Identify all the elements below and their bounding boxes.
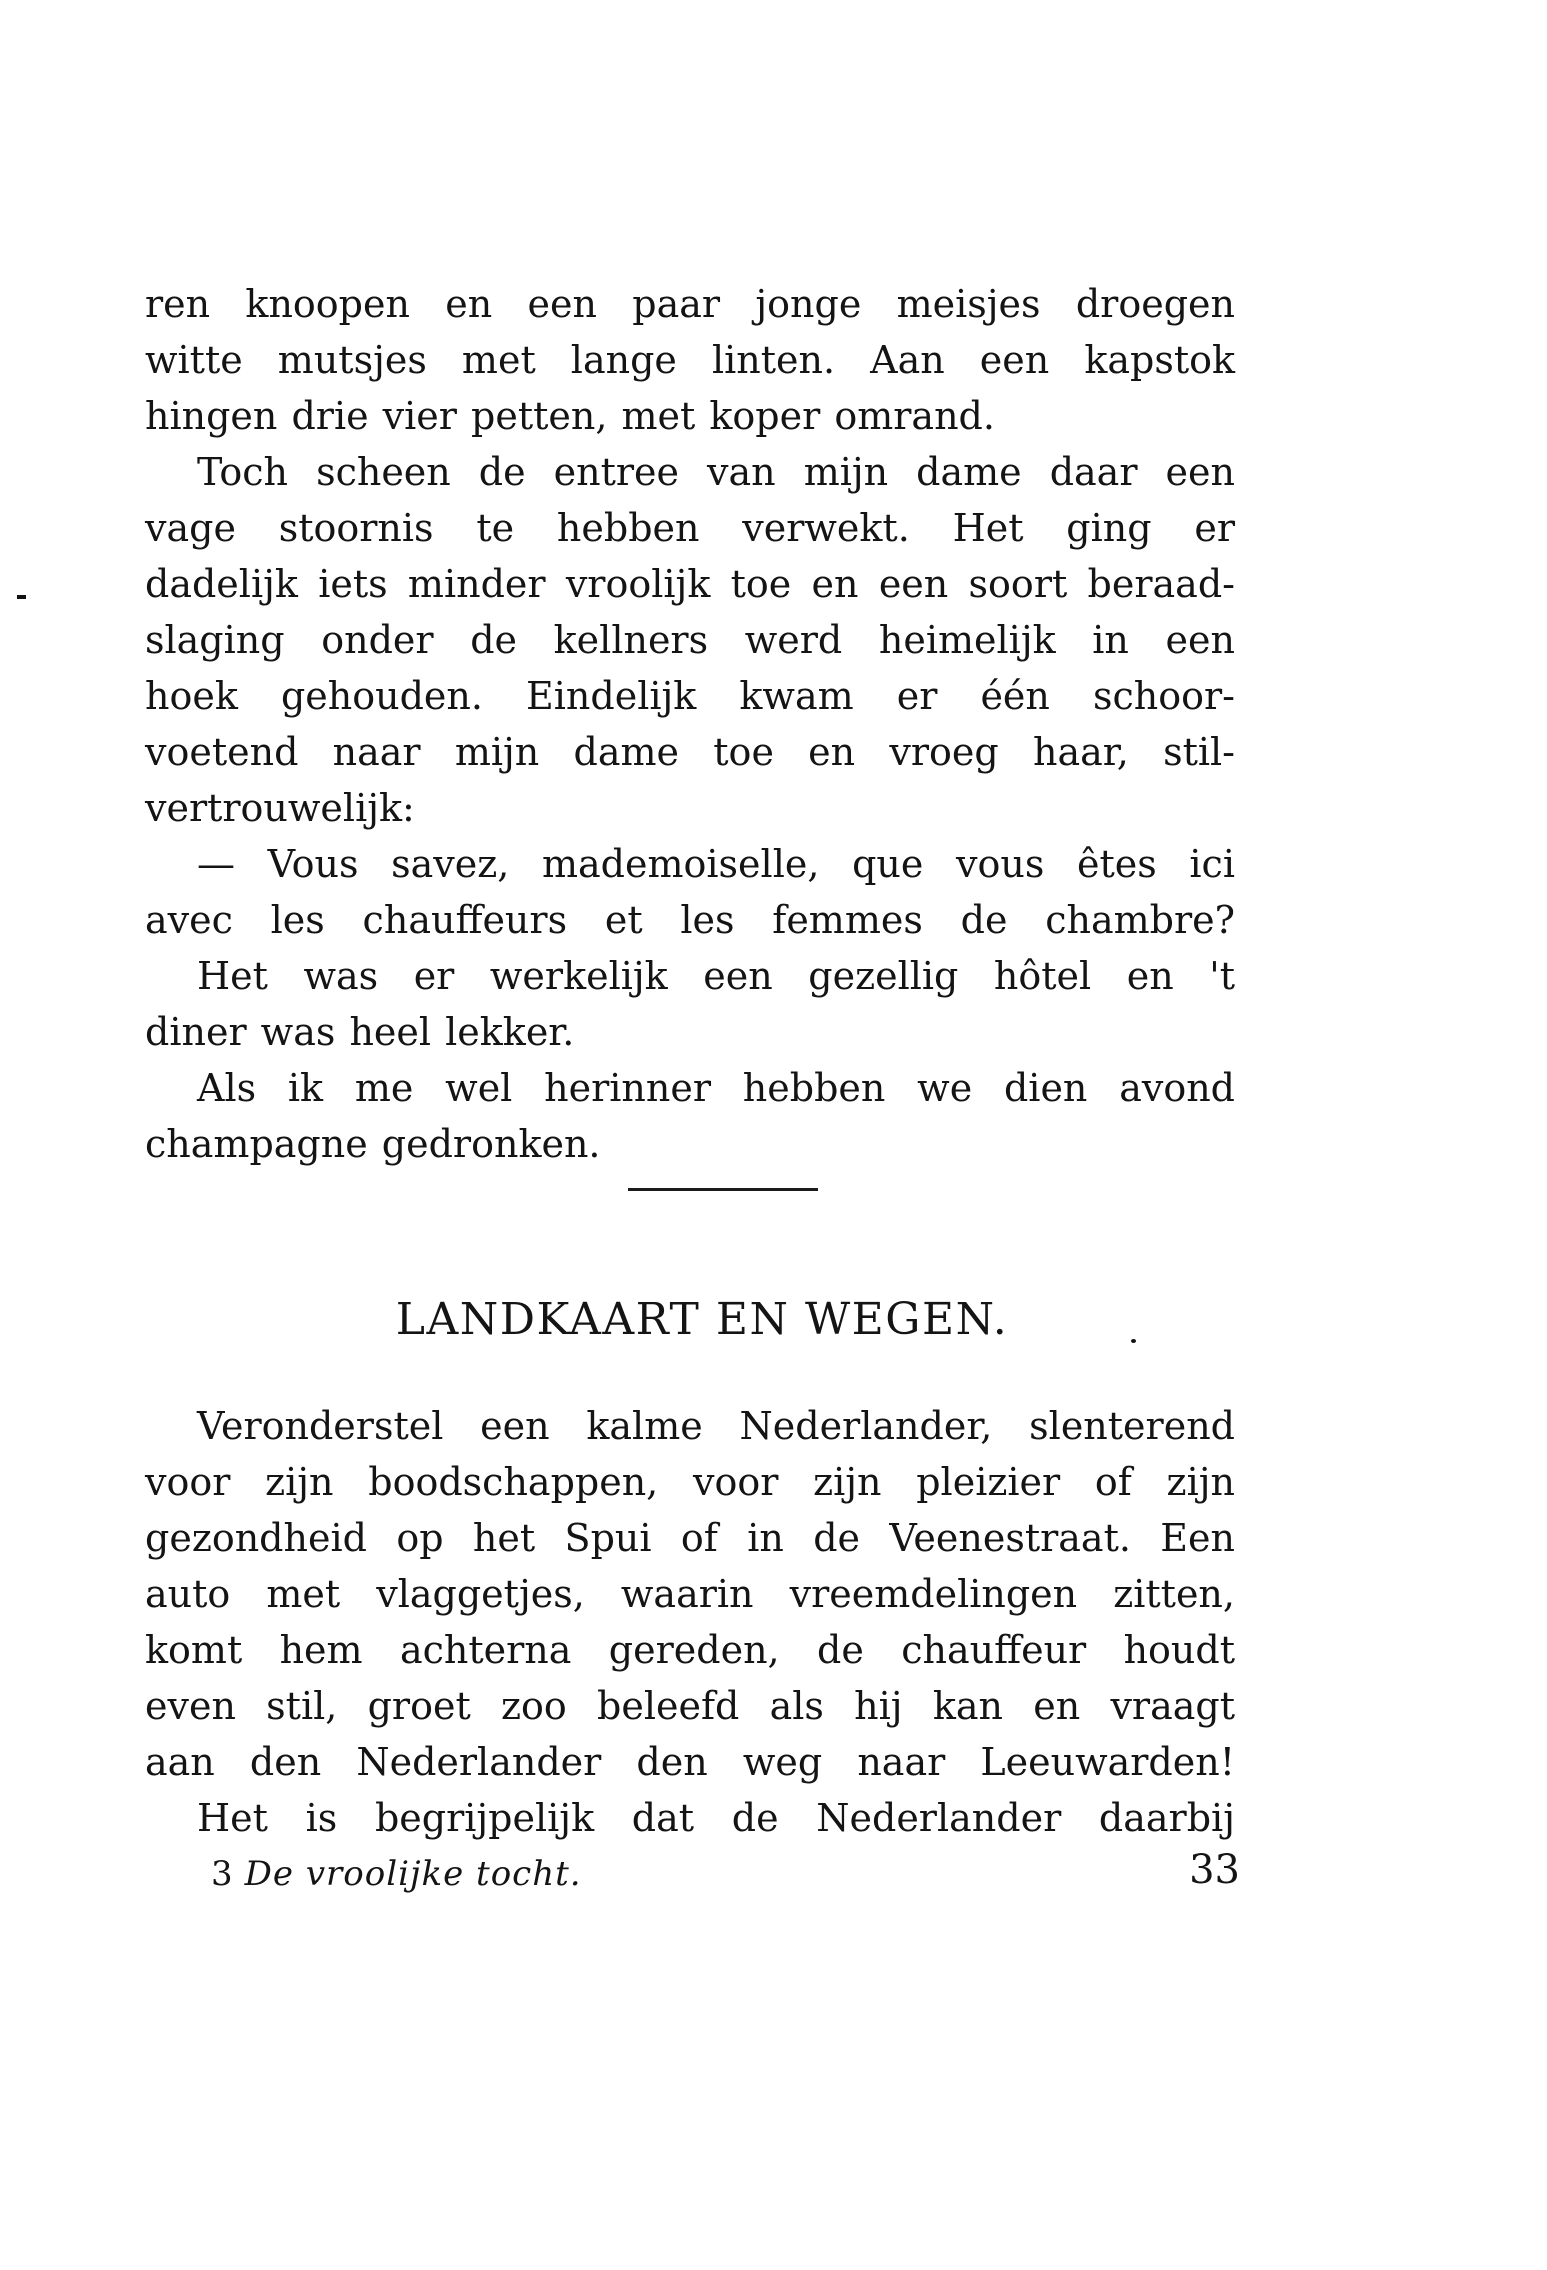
text-line: hingen drie vier petten, met koper omrand. [145,394,995,438]
text-line: champagne gedronken. [145,1122,601,1166]
scan-speck-heading-right [1131,1339,1136,1343]
text-line: voor zijn boodschappen, voor zijn pleizier of zijn [145,1460,1235,1504]
text-line: voetend naar mijn dame toe en vroeg haar, stil- [145,730,1235,774]
text-line: ren knoopen en een paar jonge meisjes droegen [145,282,1235,326]
text-line: Het was er werkelijk een gezellig hôtel en 't [197,954,1235,998]
text-line: even stil, groet zoo beleefd als hij kan en vraagt [145,1684,1235,1728]
paragraph-section-1 [145,276,1235,1172]
book-title: De vroolijke tocht. [244,1854,582,1894]
text-line: witte mutsjes met lange linten. Aan een kapstok [145,338,1235,382]
text-line: dadelijk iets minder vroolijk toe en een soort beraad- [145,562,1235,606]
page-number: 33 [1189,1847,1240,1893]
text-line: avec les chauffeurs et les femmes de chambre? [145,898,1235,942]
section-divider-rule [628,1188,818,1191]
text-line: hoek gehouden. Eindelijk kwam er één schoor- [145,674,1235,718]
text-line: Toch scheen de entree van mijn dame daar een [197,450,1235,494]
signature-line [211,1850,582,1898]
text-line: Het is begrijpelijk dat de Nederlander daarbij [197,1796,1235,1840]
chapter-heading: LANDKAART EN WEGEN. [395,1294,1009,1345]
text-line: komt hem achterna gereden, de chauffeur houdt [145,1628,1235,1672]
text-line: diner was heel lekker. [145,1010,575,1054]
text-line: — Vous savez, mademoiselle, que vous êtes ici [197,842,1235,886]
text-line: vage stoornis te hebben verwekt. Het ging er [145,506,1235,550]
text-line: auto met vlaggetjes, waarin vreemdelingen zitten, [145,1572,1235,1616]
paragraph-section-2 [145,1398,1235,1846]
text-line: Als ik me wel herinner hebben we dien avond [197,1066,1235,1110]
text-line: gezondheid op het Spui of in de Veenestraat. Een [145,1516,1235,1560]
text-line: slaging onder de kellners werd heimelijk in een [145,618,1235,662]
text-line: Veronderstel een kalme Nederlander, slenterend [197,1404,1235,1448]
signature-number: 3 [211,1854,233,1894]
page-footer [145,1847,1240,1900]
scan-speck-left-margin [17,595,26,599]
text-line: aan den Nederlander den weg naar Leeuwarden! [145,1740,1235,1784]
text-line: vertrouwelijk: [145,786,415,830]
